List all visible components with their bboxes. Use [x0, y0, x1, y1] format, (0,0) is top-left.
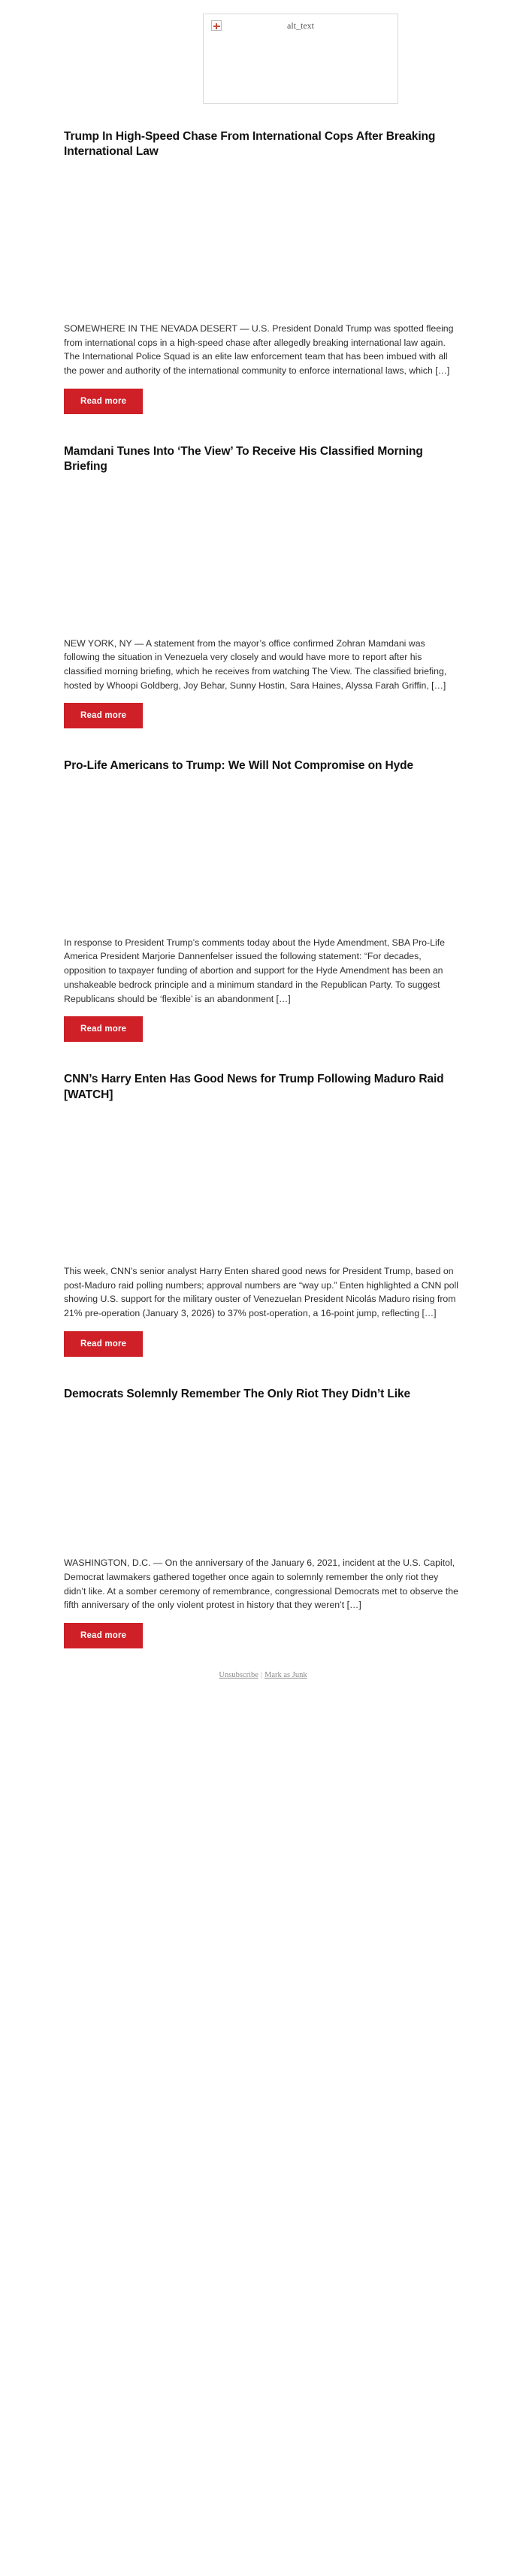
content-column	[64, 0, 462, 1691]
article-image-placeholder	[64, 1402, 462, 1556]
read-more-button[interactable]: Read more	[64, 389, 143, 414]
article-item	[64, 1382, 462, 1648]
hero-broken-image	[203, 14, 398, 104]
article-item	[64, 440, 462, 729]
mark-as-junk-link[interactable]: Mark as Junk	[265, 1671, 307, 1680]
article-excerpt: In response to President Trump’s comments today about the Hyde Amendment, SBA Pro-Life America President Marjorie Dannenfelser issued the following statement: “For decades, opposition to taxpayer funding of abortion and support for the Hyde Amendment has been an unshakeable bedrock principle and a minimum standard in the Republican Party. To suggest Republicans should be ‘flexible’ is an abandonment […]	[64, 937, 445, 1004]
article-item	[64, 1067, 462, 1357]
article-image-placeholder	[64, 475, 462, 637]
article-image-placeholder	[64, 160, 462, 322]
article-image-placeholder	[64, 774, 462, 936]
read-more-button[interactable]: Read more	[64, 1016, 143, 1042]
article-image-placeholder	[64, 1103, 462, 1264]
article-title: Pro-Life Americans to Trump: We Will Not Compromise on Hyde	[64, 759, 414, 773]
footer	[64, 1648, 462, 1691]
article-item	[64, 125, 462, 414]
footer-separator: |	[260, 1671, 263, 1680]
article-excerpt: This week, CNN’s senior analyst Harry Enten shared good news for President Trump, based on post-Maduro raid polling numbers; approval numbers are “way up.” Enten highlighted a CNN poll showing U.S. support for the military ouster of Venezuelan President Nicolás Maduro rising from 21% pre-operation (January 3, 2026) to 37% post-operation, a 16-point jump, reflecting […]	[64, 1266, 458, 1319]
article-title: Democrats Solemnly Remember The Only Riot They Didn’t Like	[64, 1387, 411, 1400]
article-title: CNN’s Harry Enten Has Good News for Trump Following Maduro Raid [WATCH]	[64, 1073, 444, 1101]
article-excerpt: WASHINGTON, D.C. — On the anniversary of the January 6, 2021, incident at the U.S. Capitol, Democrat lawmakers gathered together once again to solemnly remember the only riot they didn’t like. At a somber ceremony of remembrance, congressional Democrats met to observe the fifth anniversary of the only violent protest in history that they weren’t […]	[64, 1557, 458, 1611]
article-excerpt: NEW YORK, NY — A statement from the mayor’s office confirmed Zohran Mamdani was following the situation in Venezuela very closely and would have more to report after his classified morning briefing, which he receives from watching The View. The classified briefing, hosted by Whoopi Goldberg, Joy Behar, Sunny Hostin, Sara Haines, Alyssa Farah Griffin, […]	[64, 637, 447, 691]
read-more-button[interactable]: Read more	[64, 1331, 143, 1357]
article-excerpt: SOMEWHERE IN THE NEVADA DESERT — U.S. President Donald Trump was spotted fleeing from international cops in a high-speed chase after allegedly breaking international law again. The International Police Squad is an elite law enforcement team that has been imbued with all the power and authority of the international community to enforce international laws, which […]	[64, 322, 454, 376]
article-title: Mamdani Tunes Into ‘The View’ To Receive His Classified Morning Briefing	[64, 444, 423, 474]
read-more-button[interactable]: Read more	[64, 703, 143, 728]
unsubscribe-link[interactable]: Unsubscribe	[219, 1671, 258, 1680]
article-title: Trump In High-Speed Chase From International Cops After Breaking International Law	[64, 130, 436, 159]
article-item	[64, 754, 462, 1042]
hero-alt-text: alt_text	[287, 20, 314, 31]
read-more-button[interactable]: Read more	[64, 1623, 143, 1648]
